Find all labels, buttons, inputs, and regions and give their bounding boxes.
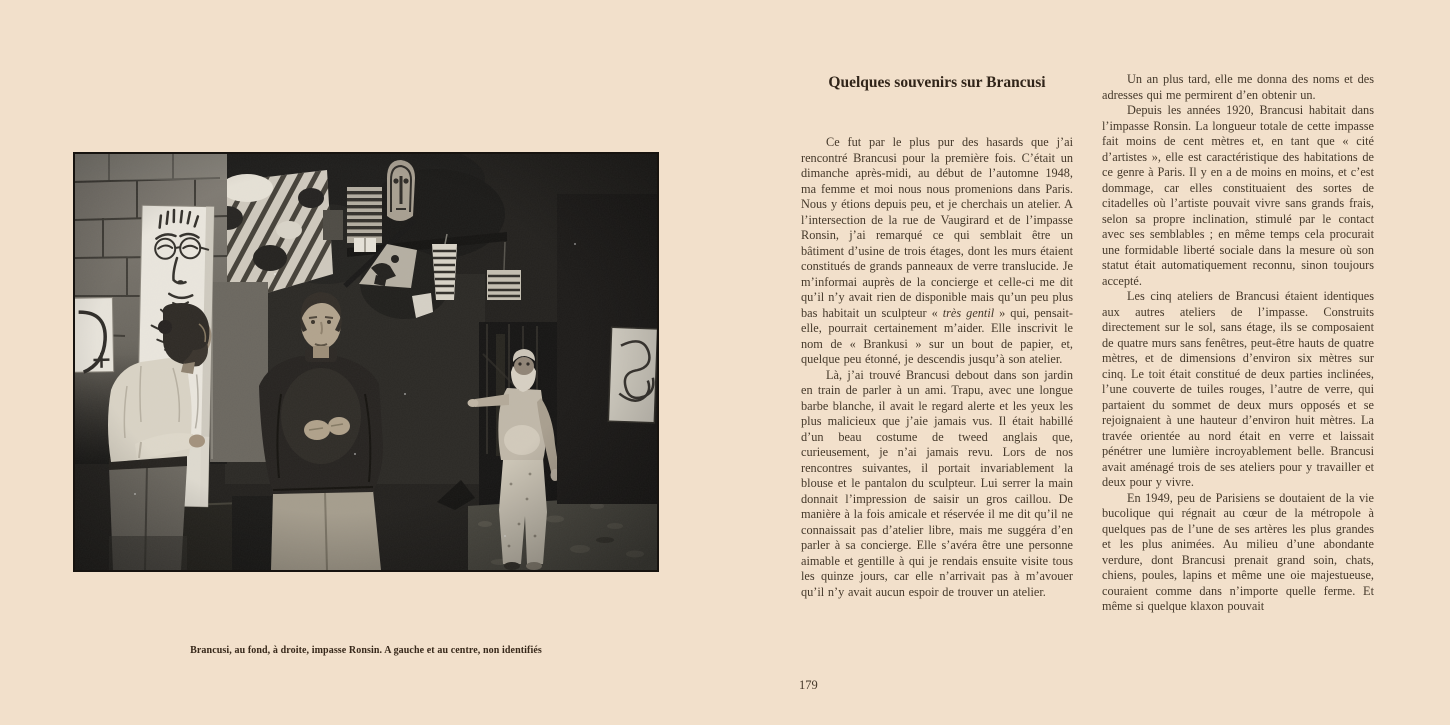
page-number: 179 — [799, 678, 818, 692]
photo-caption: Brancusi, au fond, à droite, impasse Ronsin. A gauche et au centre, non identifiés — [190, 645, 542, 656]
article-title: Quelques souvenirs sur Brancusi — [828, 74, 1046, 91]
film-grain — [75, 154, 657, 570]
paragraph: Depuis les années 1920, Brancusi habitait dans l’impasse Ronsin. La longueur totale de cette impasse fait moins de cent mètres et, en tant que « cité d’artistes », elle est caractéristique des habitations de ce genre à Paris. Il y en a de moins en moins, et c’est dommage, car elles constituaient des sortes de citadelles où l’artiste pouvait vivre sans grands frais, selon sa propre inclination, stimulé par le contact avec ses semblables ; en même temps cela procurait une formidable liberté sociale dans la mesure où son statut était automatiquement reconnu, sinon toujours accepté. — [1102, 103, 1374, 288]
paragraph: Un an plus tard, elle me donna des noms et des adresses qui me permirent d’en obtenir un. — [1102, 72, 1374, 102]
paragraph: En 1949, peu de Parisiens se doutaient de la vie bucolique qui régnait au cœur de la métropole à quelques pas de l’une de ses artères les plus grandes et les plus animées. Au milieu d’une abondante verdure, dont Brancusi prenait grand soin, chats, chiens, poules, lapins et même une oie majestueuse, couraient comme dans n’importe quelle ferme. Et même si quelque klaxon pouvait — [1102, 490, 1374, 613]
paragraph: Là, j’ai trouvé Brancusi debout dans son jardin en train de parler à un ami. Trapu, avec une longue barbe blanche, il avait le regard alerte et les yeux les plus malicieux que j’aie jamais vus. Il était habillé d’un beau costume de tweed anglais que, curieusement, je n’ai jamais revu. Lors de nos rencontres suivantes, il portait invariablement la blouse et le pantalon du sculpteur. Lui serrer la main donnait l’impression de saisir un gros caillou. De manière à la fois amicale et réservée il me dit qu’il ne connaissait pas d’atelier libre, mais me suggéra d’en parler à sa concierge. Elle s’avéra être une personne aimable et gentille à qui je rendais ensuite visite tous les quinze jours, car elle n’arrivait pas à m’avouer qu’il n’y avait aucun espoir de trouver un atelier. — [801, 367, 1073, 599]
text-column-2 — [1102, 72, 1374, 615]
text-column-1 — [801, 135, 1073, 600]
paragraph: Les cinq ateliers de Brancusi étaient identiques aux autres ateliers de l’impasse. Construits directement sur le sol, sans étage, ils se composaient de quatre murs sans fenêtres, peut-être hauts de quatre mètres, et de dimensions d’environ six mètres sur cinq. Le toit était constitué de deux parties inclinées, l’une couverte de tuiles rouges, l’autre de verre, qui partaient du sommet de deux murs opposés et se rejoignaient à une hauteur d’environ huit mètres. La travée orientée au nord était en verre et laissait pénétrer une lumière incroyablement belle. Brancusi avait aménagé trois de ses ateliers pour y travailler et deux pour y vivre. — [1102, 289, 1374, 489]
photo-frame — [73, 152, 659, 572]
photograph — [75, 154, 657, 570]
paragraph: Ce fut par le plus pur des hasards que j’ai rencontré Brancusi pour la première fois. C’était un dimanche après-midi, au début de l’automne 1948, ma femme et moi nous nous promenions dans Paris. Nous y étions depuis peu, et je cherchais un atelier. A l’intersection de la rue de Vaugirard et de l’impasse Ronsin, j’ai remarqué ce qui semblait être un bâtiment d’usine de trois étages, dont les murs étaient constitués de grands panneaux de verre translucide. Je m’informai auprès de la concierge et celle-ci me dit qu’il n’y avait rien de disponible mais qu’un peu plus bas habitait un sculpteur « très gentil » qui, pensait-elle, pourrait certainement m’aider. Elle inscrivit le nom de « Brankusi » sur un bout de papier, et, quelque peu étonné, je descendis jusqu’à son atelier. — [801, 135, 1073, 366]
